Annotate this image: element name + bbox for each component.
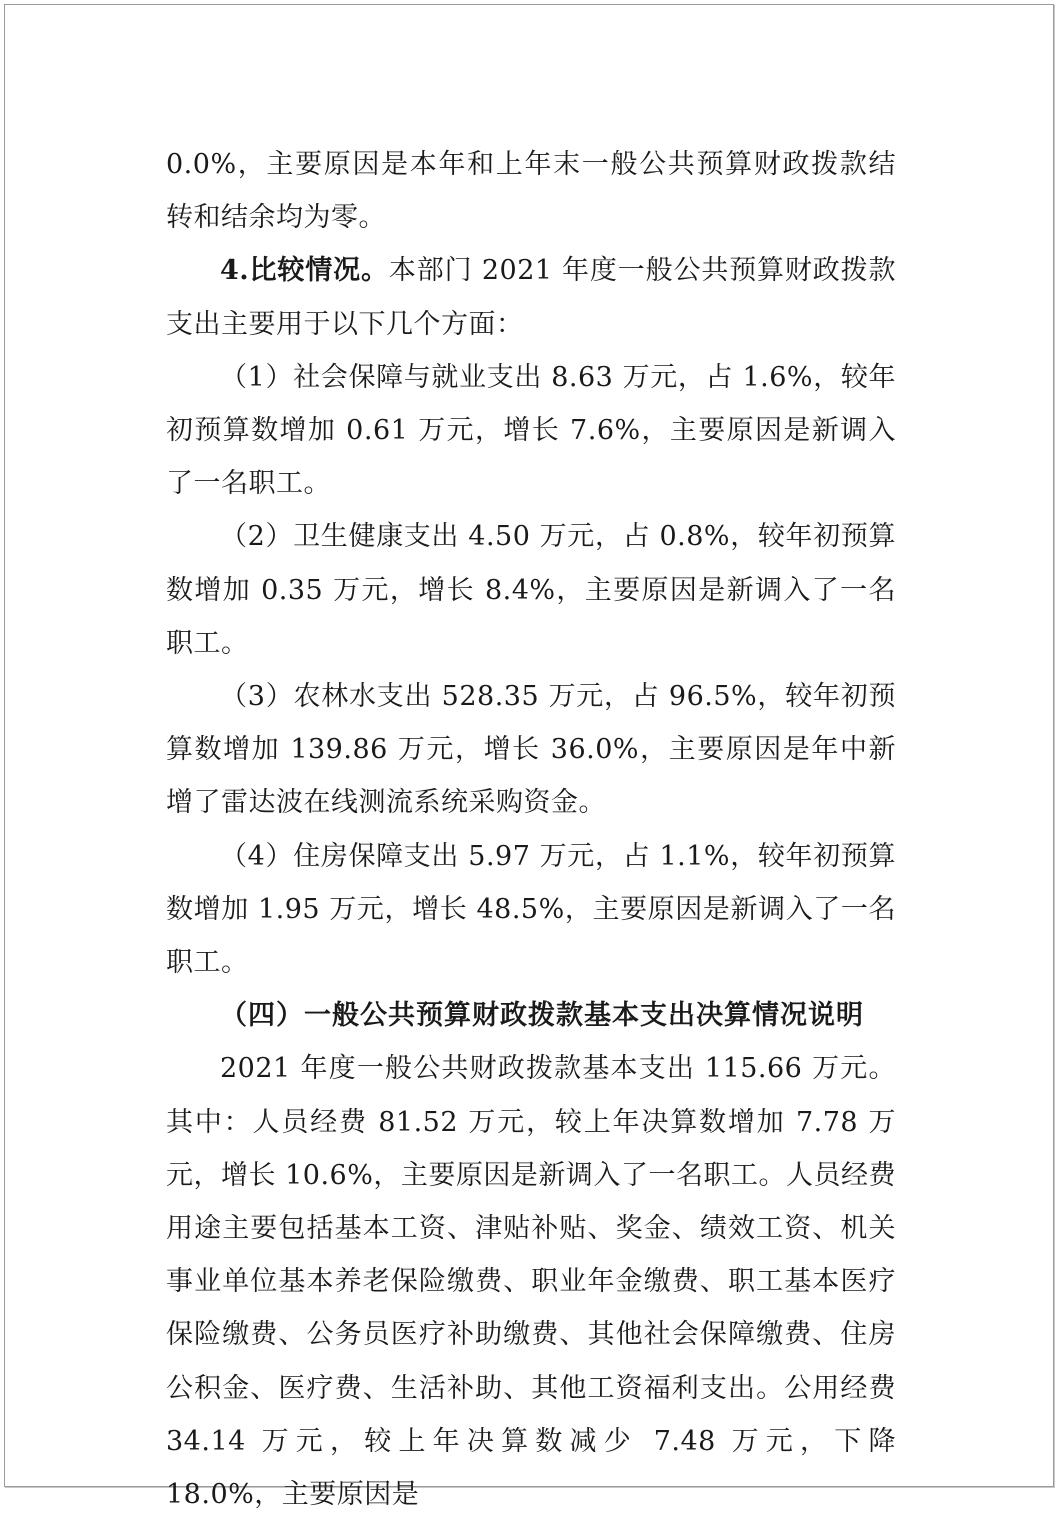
section-heading: （四）一般公共预算财政拨款基本支出决算情况说明 [220,1000,864,1032]
paragraph-basic-expenditure: 2021 年度一般公共财政拨款基本支出 115.66 万元。其中：人员经费 81.52 万元，较上年决算数增加 7.78 万元，增长 10.6%，主要原因是新调入了一名职工。人员经费用途主要包括基本工资、津贴补贴、奖金、绩效工资、机关事业单位基本养老保险缴费、职业年金缴费、职工基本医疗保险缴费、公务员医疗补助缴费、其他社会保障缴费、住房公积金、医疗费、生活补助、其他工资福利支出。公用经费 34.14 万元，较上年决算数减少 7.48 万元，下降 18.0%，主要原因是 [166,1053,896,1511]
paragraph-item-2: （2）卫生健康支出 4.50 万元，占 0.8%，较年初预算数增加 0.35 万元，增长 8.4%，主要原因是新调入了一名职工。 [166,521,896,659]
paragraph-comparison [166,244,896,350]
paragraph-carryover: 0.0%，主要原因是本年和上年末一般公共预算财政拨款结转和结余均为零。 [166,149,896,234]
paragraph-item-4: （4）住房保障支出 5.97 万元，占 1.1%，较年初预算数增加 1.95 万元，增长 48.5%，主要原因是新调入了一名职工。 [166,840,896,979]
paragraph-item-1: （1）社会保障与就业支出 8.63 万元，占 1.6%，较年初预算数增加 0.61 万元，增长 7.6%，主要原因是新调入了一名职工。 [166,361,896,500]
comparison-lead: 4.比较情况。 [220,255,389,287]
document-body [166,138,896,1521]
comparison-text: 本部门 2021 年度一般公共预算财政拨款支出主要用于以下几个方面： [166,255,896,340]
paragraph-item-3: （3）农林水支出 528.35 万元，占 96.5%，较年初预算数增加 139.86 万元，增长 36.0%，主要原因是年中新增了雷达波在线测流系统采购资金。 [166,681,896,819]
